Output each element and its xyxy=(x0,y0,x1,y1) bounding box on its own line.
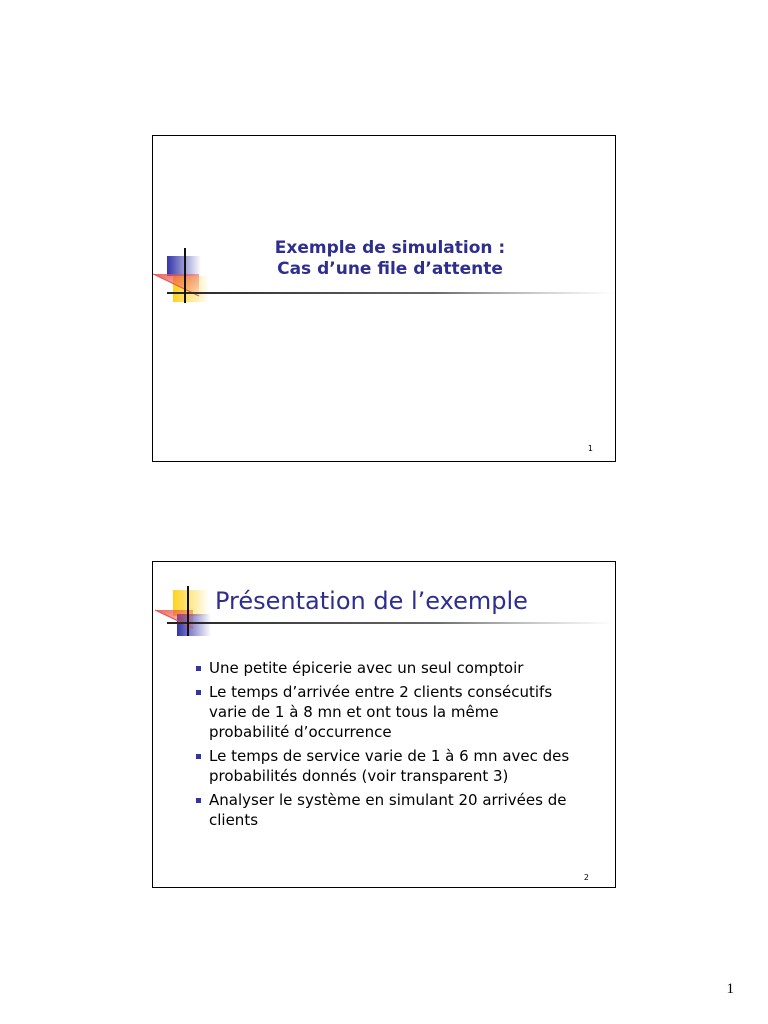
list-item-text: Une petite épicerie avec un seul comptoir xyxy=(209,659,524,677)
square-bullet-icon xyxy=(196,690,201,695)
bullet-list xyxy=(193,658,583,834)
slide-2 xyxy=(152,561,616,888)
slide-1-title-line1: Exemple de simulation : xyxy=(274,238,506,258)
list-item xyxy=(193,746,583,786)
page-number: 1 xyxy=(726,981,734,997)
square-bullet-icon xyxy=(196,754,201,759)
slide-2-number: 2 xyxy=(583,873,589,882)
list-item xyxy=(193,790,583,830)
list-item-text: Le temps d’arrivée entre 2 clients consécutifs varie de 1 à 8 mn et ont tous la même probabilité d’occurrence xyxy=(209,683,553,741)
slide-1-title-line2: Cas d’une file d’attente xyxy=(277,259,503,279)
square-bullet-icon xyxy=(196,798,201,803)
slide-1-number: 1 xyxy=(587,444,593,453)
list-item xyxy=(193,658,583,678)
slide-1-title xyxy=(245,238,535,280)
list-item-text: Analyser le système en simulant 20 arrivées de clients xyxy=(209,791,567,829)
square-bullet-icon xyxy=(196,666,201,671)
slide-1 xyxy=(152,135,616,462)
slide-2-title: Présentation de l’exemple xyxy=(215,587,528,615)
list-item-text: Le temps de service varie de 1 à 6 mn avec des probabilités donnés (voir transparent 3) xyxy=(209,747,570,785)
slide-decoration xyxy=(153,136,615,306)
list-item xyxy=(193,682,583,742)
